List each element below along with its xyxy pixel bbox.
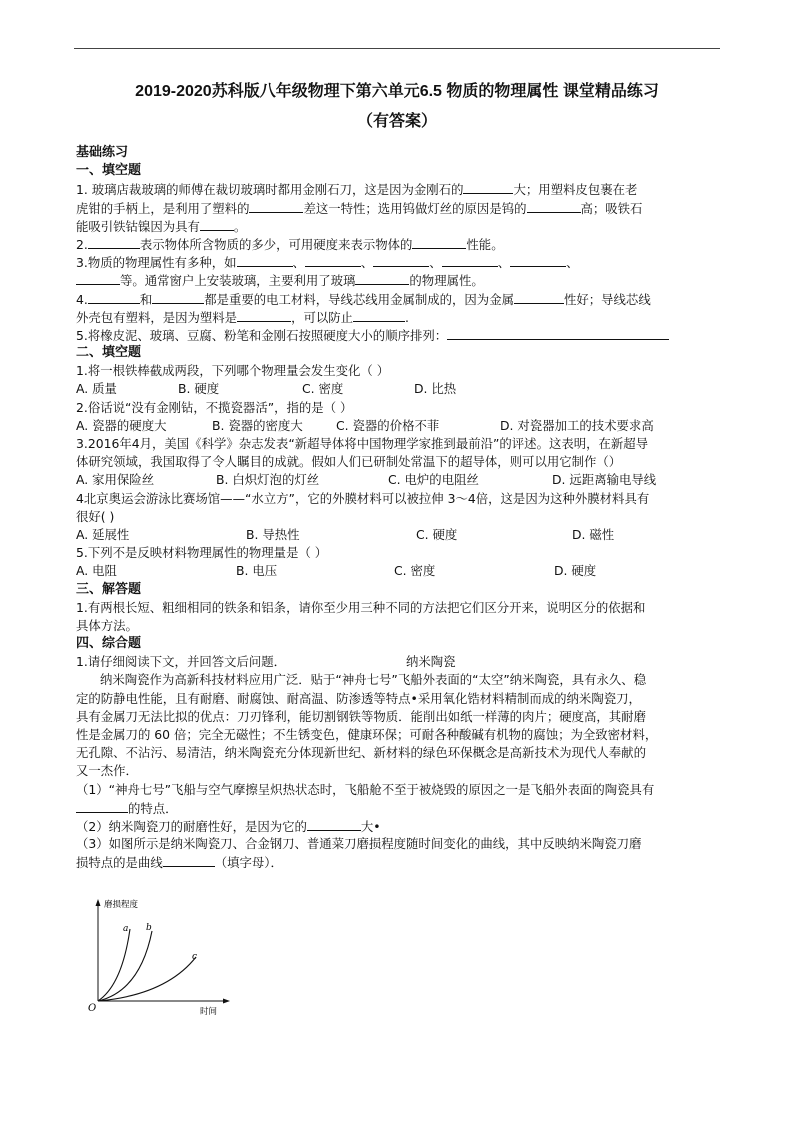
question-stem: 体研究领域，我国取得了令人瞩目的成就。假如人们已研制处常温下的超导体，则可以用它制作（） — [76, 454, 622, 470]
question-text: 损特点的是曲线 — [76, 855, 163, 871]
question-text: 1. 玻璃店裁玻璃的师傅在裁切玻璃时都用金刚石刀，这是因为金刚石的 — [76, 182, 464, 198]
question-line — [76, 235, 720, 253]
y-axis-arrow — [96, 899, 101, 906]
question-stem: 很好( ) — [76, 508, 115, 524]
answer-blank[interactable] — [353, 308, 405, 322]
option-b[interactable]: B. 瓷器的密度大 — [212, 417, 303, 433]
option-a[interactable]: A. 延展性 — [76, 526, 130, 542]
series-label-c: c — [192, 952, 198, 962]
curve-a — [98, 929, 130, 1001]
answer-blank[interactable] — [152, 290, 204, 304]
answer-blank[interactable] — [514, 290, 564, 304]
option-a[interactable]: A. 瓷器的硬度大 — [76, 417, 167, 433]
question-text: 的特点． — [128, 800, 178, 816]
y-axis-label: 磨损程度 — [104, 900, 139, 910]
question-intro: 1.请仔细阅读下文，并回答文后问题． — [76, 654, 287, 670]
question-text: 性能。 — [466, 236, 504, 252]
subquestion-line: （3）如图所示是纳米陶瓷刀、合金钢刀、普通菜刀磨损程度随时间变化的曲线，其中反映纳米陶瓷刀磨 — [76, 836, 642, 852]
options-row — [76, 526, 720, 544]
question-text: 和 — [139, 291, 153, 307]
option-c[interactable]: C. 瓷器的价格不菲 — [336, 417, 440, 433]
subquestion-line: （1）“神舟七号”飞船与空气摩擦呈炽热状态时，飞船舱不至于被烧毁的原因之一是飞船外表面的陶瓷具有 — [76, 781, 655, 797]
document-subtitle: （有答案） — [356, 113, 437, 130]
question-line — [76, 217, 720, 235]
options-row — [76, 562, 720, 580]
question-text: ，可以防止 — [291, 309, 354, 325]
option-b[interactable]: B. 硬度 — [178, 381, 220, 397]
subquestion-line — [76, 799, 720, 817]
question-text: 虎钳的手柄上，是利用了塑料的 — [76, 200, 250, 216]
answer-blank[interactable] — [527, 199, 581, 213]
answer-blank[interactable] — [447, 326, 669, 340]
question-line — [76, 180, 720, 198]
option-c[interactable]: C. 电炉的电阻丝 — [388, 472, 479, 488]
answer-blank[interactable] — [355, 271, 409, 285]
question-text: （填字母）． — [214, 855, 283, 871]
question-text: 4. — [76, 291, 88, 307]
separator: 、 — [292, 255, 305, 271]
document-title: 2019-2020苏科版八年级物理下第六单元6.5 物质的物理属性 课堂精品练习 — [135, 83, 659, 100]
question-line — [76, 253, 720, 271]
question-text: 差这一特性；选用钨做灯丝的原因是钨的 — [303, 200, 527, 216]
question-text: （2）纳米陶瓷刀的耐磨性好，是因为它的 — [76, 818, 307, 834]
answer-blank[interactable] — [305, 253, 361, 267]
options-row — [76, 471, 720, 489]
article-title: 纳米陶瓷 — [406, 654, 456, 670]
question-text: 都是重要的电工材料，导线芯线用金属制成的，因为金属 — [204, 291, 514, 307]
series-label-a: a — [123, 924, 129, 934]
article-paragraph-line: 具有金属刀无法比拟的优点：刀刃锋利，能切割钢铁等物质．能削出如纸一样薄的肉片；硬度高，其耐磨 — [76, 708, 646, 724]
subquestion-line — [76, 853, 720, 871]
wear-time-chart — [86, 893, 236, 1018]
question-line — [76, 308, 720, 326]
option-d[interactable]: D. 比热 — [414, 381, 457, 397]
worksheet-content — [76, 144, 720, 872]
question-text: 大• — [360, 818, 381, 834]
question-stem: 3.2016年4月，美国《科学》杂志发表“新超导体将中国物理学家推到最前沿”的评述。这表明，在新超导 — [76, 436, 649, 451]
header-rule — [74, 48, 720, 49]
section-heading: 基础练习 — [76, 145, 129, 160]
option-c[interactable]: C. 密度 — [394, 563, 436, 579]
option-a[interactable]: A. 质量 — [76, 381, 117, 397]
answer-blank[interactable] — [76, 271, 120, 285]
question-text: 性好；导线芯线 — [563, 291, 651, 307]
question-line — [76, 326, 720, 344]
answer-blank[interactable] — [249, 199, 303, 213]
answer-blank[interactable] — [307, 817, 361, 831]
question-text: 的物理属性。 — [409, 273, 484, 289]
separator: 、 — [497, 255, 511, 271]
question-line — [76, 653, 720, 671]
options-row — [76, 417, 720, 435]
option-c[interactable]: C. 密度 — [302, 381, 344, 397]
answer-blank[interactable] — [200, 217, 234, 231]
series-label-b: b — [146, 923, 152, 933]
separator: 、 — [566, 255, 579, 271]
question-text: 表示物体所含物质的多少，可用硬度来表示物体的 — [139, 236, 413, 252]
option-c[interactable]: C. 硬度 — [416, 526, 458, 542]
question-line — [76, 199, 720, 217]
question-stem: 4北京奥运会游泳比赛场馆——“水立方”，它的外膜材料可以被拉伸 3～4倍，这是因为这种外膜材料具有 — [76, 490, 650, 506]
article-paragraph-line: 性是金属刀的 60 倍；完全无磁性；不生锈变色，健康环保；可耐各种酸碱有机物的腐蚀；为全致密材料， — [76, 727, 658, 742]
option-d[interactable]: D. 硬度 — [554, 563, 597, 579]
question-line — [76, 290, 720, 308]
question-stem: 2.俗话说“没有金刚钻，不揽瓷器活”，指的是（ ） — [76, 399, 353, 415]
question-stem: 1.有两根长短、粗细相同的铁条和铝条，请你至少用三种不同的方法把它们区分开来，说明区分的依据和 — [76, 599, 646, 615]
question-text: 5.将橡皮泥、玻璃、豆腐、粉笔和金刚石按照硬度大小的顺序排列： — [76, 327, 448, 343]
answer-blank[interactable] — [88, 290, 140, 304]
option-b[interactable]: B. 导热性 — [246, 526, 300, 542]
separator: 、 — [429, 255, 442, 271]
section-heading: 二、填空题 — [76, 345, 142, 361]
article-paragraph-line: 无孔隙、不沾污、易清洁，纳米陶瓷充分体现新世纪、新材料的绿色环保概念是高新技术为现代人奉献的 — [76, 745, 646, 761]
question-text: 大；用塑料皮包裹在老 — [513, 182, 638, 198]
answer-blank[interactable] — [88, 235, 140, 249]
article-paragraph-line: 又一杰作． — [76, 763, 138, 779]
curve-c — [98, 957, 196, 1001]
options-row — [76, 380, 720, 398]
question-text: . — [405, 309, 409, 325]
question-stem: 5.下列不是反映材料物理属性的物理量是（ ） — [76, 545, 328, 561]
option-d[interactable]: D. 磁性 — [572, 526, 615, 542]
option-a[interactable]: A. 电阻 — [76, 563, 117, 579]
origin-label: O — [88, 1003, 97, 1014]
option-b[interactable]: B. 电压 — [236, 563, 278, 579]
answer-blank[interactable] — [163, 853, 215, 867]
section-heading: 四、综合题 — [76, 636, 142, 652]
question-text: 能吸引铁钴镍因为具有 — [76, 218, 200, 234]
answer-blank[interactable] — [237, 308, 291, 322]
answer-blank[interactable] — [442, 253, 498, 267]
article-paragraph-line: 纳米陶瓷作为高新科技材料应用广泛．贴于“神舟七号”飞船外表面的“太空”纳米陶瓷，具有永久、稳 — [100, 672, 647, 688]
answer-blank[interactable] — [237, 253, 293, 267]
answer-blank[interactable] — [76, 799, 128, 813]
question-text: 等。通常窗户上安装玻璃，主要利用了玻璃 — [120, 273, 356, 289]
question-line — [76, 271, 720, 289]
answer-blank[interactable] — [510, 253, 566, 267]
question-text: 2. — [76, 236, 88, 252]
answer-blank[interactable] — [463, 180, 513, 194]
option-d[interactable]: D. 对瓷器加工的技术要求高 — [500, 417, 654, 433]
option-a[interactable]: A. 家用保险丝 — [76, 472, 155, 488]
option-b[interactable]: B. 白炽灯泡的灯丝 — [216, 472, 320, 488]
article-paragraph-line: 定的防静电性能，且有耐磨、耐腐蚀、耐高温、防渗透等特点•采用氧化锆材料精制而成的纳米陶瓷刀， — [76, 690, 641, 706]
curve-b — [98, 931, 152, 1001]
question-stem: 具体方法。 — [76, 617, 138, 633]
question-text: 外壳包有塑料，是因为塑料是 — [76, 309, 238, 325]
chart-svg — [86, 893, 236, 1018]
option-d[interactable]: D. 远距离输电导线 — [552, 472, 657, 488]
x-axis-arrow — [223, 999, 230, 1004]
section-heading: 三、解答题 — [76, 581, 142, 597]
section-heading: 一、填空题 — [76, 163, 142, 179]
question-stem: 1.将一根铁棒截成两段，下列哪个物理量会发生变化（ ） — [76, 363, 390, 379]
separator: 、 — [360, 255, 374, 271]
answer-blank[interactable] — [373, 253, 429, 267]
answer-blank[interactable] — [412, 235, 466, 249]
question-text: 3.物质的物理属性有多种，如 — [76, 255, 237, 271]
question-text: 。 — [233, 218, 247, 234]
subquestion-line — [76, 817, 720, 835]
question-text: 高；吸铁石 — [580, 200, 643, 216]
x-axis-label: 时间 — [200, 1007, 218, 1017]
